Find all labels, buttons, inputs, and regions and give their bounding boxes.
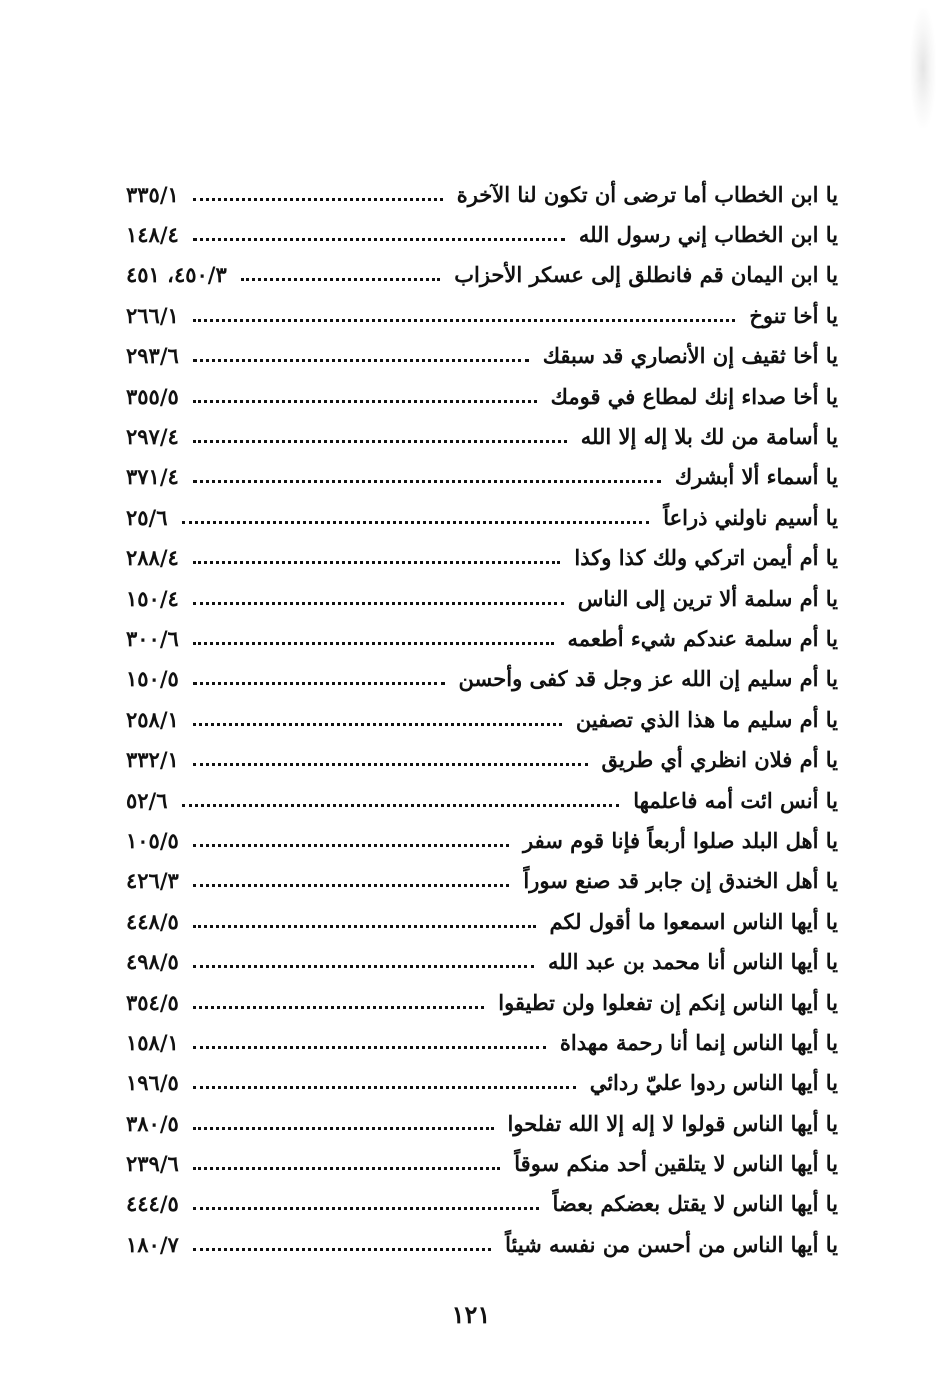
entry-text: يا أم سلمة ألا ترين إلى الناس <box>577 585 838 611</box>
index-entry <box>126 336 838 376</box>
dot-leader <box>193 600 564 605</box>
entry-reference: ٢٨٨/٤ <box>126 545 179 571</box>
dot-leader <box>193 761 588 766</box>
index-entry <box>126 1063 838 1103</box>
entry-text: يا أسيم ناولني ذراعاً <box>663 504 838 530</box>
index-entry <box>126 538 838 578</box>
entry-text: يا أم سليم ما هذا الذي تصفين <box>575 706 838 732</box>
entry-reference: ٤٤٨/٥ <box>126 908 179 934</box>
entry-reference: ١٨٠/٧ <box>126 1231 179 1257</box>
entry-text: يا أخا ثقيف إن الأنصاري قد سبقك <box>542 343 838 369</box>
entry-text: يا أيها الناس إنكم إن تفعلوا ولن تطيقوا <box>498 989 838 1015</box>
dot-leader <box>193 1246 491 1251</box>
entry-text: يا أيها الناس إنما أنا رحمة مهداة <box>559 1029 838 1055</box>
index-entry <box>126 1224 838 1264</box>
page-number: ١٢١ <box>451 1300 491 1329</box>
index-entry <box>126 941 838 981</box>
dot-leader <box>193 398 537 403</box>
entry-text: يا أيها الناس اسمعوا ما أقول لكم <box>549 908 838 934</box>
entry-reference: ٣٥٥/٥ <box>126 383 179 409</box>
dot-leader <box>193 478 661 483</box>
entry-reference: ٤٩٨/٥ <box>126 949 179 975</box>
entry-reference: ١٤٨/٤ <box>126 222 179 248</box>
dot-leader <box>193 559 561 564</box>
index-entry <box>126 982 838 1022</box>
dot-leader <box>193 1205 539 1210</box>
entry-reference: ١٥٨/١ <box>126 1029 179 1055</box>
entry-text: يا ابن الخطاب أما ترضى أن تكون لنا الآخرة <box>456 181 838 207</box>
index-entry <box>126 1022 838 1062</box>
index-entry <box>126 1143 838 1183</box>
entry-text: يا أسماء ألا أبشرك <box>674 464 838 490</box>
dot-leader <box>193 963 534 968</box>
entry-text: يا أخا صداء إنك لمطاع في قومك <box>550 383 838 409</box>
index-entry <box>126 497 838 537</box>
index-entry <box>126 255 838 295</box>
index-entry <box>126 861 838 901</box>
dot-leader <box>193 882 510 887</box>
dot-leader <box>241 276 440 281</box>
entry-reference: ١٥٠/٤ <box>126 585 179 611</box>
entry-text: يا أم فلان انظري أي طريق <box>601 747 838 773</box>
index-entry <box>126 780 838 820</box>
dot-leader <box>193 1125 494 1130</box>
dot-leader <box>193 236 565 241</box>
page-edge-shadow <box>910 8 936 128</box>
index-entry <box>126 416 838 456</box>
entry-text: يا أم أيمن اتركي ولك كذا وكذا <box>574 545 838 571</box>
entry-reference: ١٠٥/٥ <box>126 827 179 853</box>
dot-leader <box>193 923 536 928</box>
dot-leader <box>193 1165 500 1170</box>
entry-text: يا أيها الناس أنا محمد بن عبد الله <box>548 949 838 975</box>
entry-text: يا أيها الناس لا يتلقين أحد منكم سوقاً <box>514 1151 838 1177</box>
entry-reference: ٣٣٢/١ <box>126 747 179 773</box>
entry-reference: ٢٣٩/٦ <box>126 1151 179 1177</box>
dot-leader <box>193 640 554 645</box>
entry-text: يا أيها الناس ردوا عليّ ردائي <box>589 1070 838 1096</box>
entry-text: يا أخا تنوخ <box>749 302 838 328</box>
entry-reference: ٢٩٧/٤ <box>126 424 179 450</box>
dot-leader <box>182 519 650 524</box>
entry-reference: ٥٢/٦ <box>126 787 168 813</box>
index-entry <box>126 1184 838 1224</box>
index-entry <box>126 214 838 254</box>
dot-leader <box>193 196 443 201</box>
entry-text: يا أسامة من لك بلا إله إلا الله <box>580 424 838 450</box>
index-entry <box>126 376 838 416</box>
index-entry <box>126 659 838 699</box>
index-entry <box>126 174 838 214</box>
index-entry <box>126 578 838 618</box>
index-entry <box>126 739 838 779</box>
entry-reference: ٣٥٤/٥ <box>126 989 179 1015</box>
entry-text: يا أهل الخندق إن جابر قد صنع سوراً <box>523 868 838 894</box>
entry-text: يا أم سلمة عندكم شيء أطعمه <box>567 625 838 651</box>
dot-leader <box>193 1084 576 1089</box>
entry-text: يا أيها الناس من أحسن من نفسه شيئاً <box>505 1231 838 1257</box>
index-entry <box>126 295 838 335</box>
entry-reference: ٢٩٣/٦ <box>126 343 179 369</box>
entry-text: يا أيها الناس لا يقتل بعضكم بعضاً <box>552 1191 838 1217</box>
dot-leader <box>193 357 529 362</box>
entry-reference: ١٩٦/٥ <box>126 1070 179 1096</box>
entry-reference: ٤٤٤/٥ <box>126 1191 179 1217</box>
entry-text: يا أنس ائت أمه فاعلمها <box>633 787 838 813</box>
index-entry <box>126 820 838 860</box>
entry-reference: ٣٠٠/٦ <box>126 625 179 651</box>
entry-reference: ٣٣٥/١ <box>126 181 179 207</box>
entry-reference: ٢٥٨/١ <box>126 706 179 732</box>
entry-text: يا أم سليم إن الله عز وجل قد كفى وأحسن <box>458 666 838 692</box>
dot-leader <box>193 842 509 847</box>
index-entry <box>126 618 838 658</box>
dot-leader <box>193 721 562 726</box>
index-entry <box>126 1103 838 1143</box>
dot-leader <box>193 680 445 685</box>
dot-leader <box>182 802 620 807</box>
hadith-index-list <box>126 174 838 1265</box>
entry-reference: ٤٥٠/٣، ٤٥١ <box>126 262 227 288</box>
entry-text: يا أيها الناس قولوا لا إله إلا الله تفلحوا <box>507 1110 838 1136</box>
dot-leader <box>193 317 736 322</box>
dot-leader <box>193 438 567 443</box>
entry-reference: ١٥٠/٥ <box>126 666 179 692</box>
entry-reference: ٢٦٦/١ <box>126 302 179 328</box>
entry-text: يا أهل البلد صلوا أربعاً فإنا قوم سفر <box>523 827 838 853</box>
dot-leader <box>193 1044 546 1049</box>
index-entry <box>126 699 838 739</box>
entry-reference: ٤٢٦/٣ <box>126 868 179 894</box>
entry-reference: ٢٥/٦ <box>126 504 168 530</box>
dot-leader <box>193 1004 484 1009</box>
entry-text: يا ابن الخطاب إني رسول الله <box>578 222 838 248</box>
entry-text: يا ابن اليمان قم فانطلق إلى عسكر الأحزاب <box>454 262 838 288</box>
index-entry <box>126 457 838 497</box>
index-entry <box>126 901 838 941</box>
entry-reference: ٣٧١/٤ <box>126 464 179 490</box>
entry-reference: ٣٨٠/٥ <box>126 1110 179 1136</box>
